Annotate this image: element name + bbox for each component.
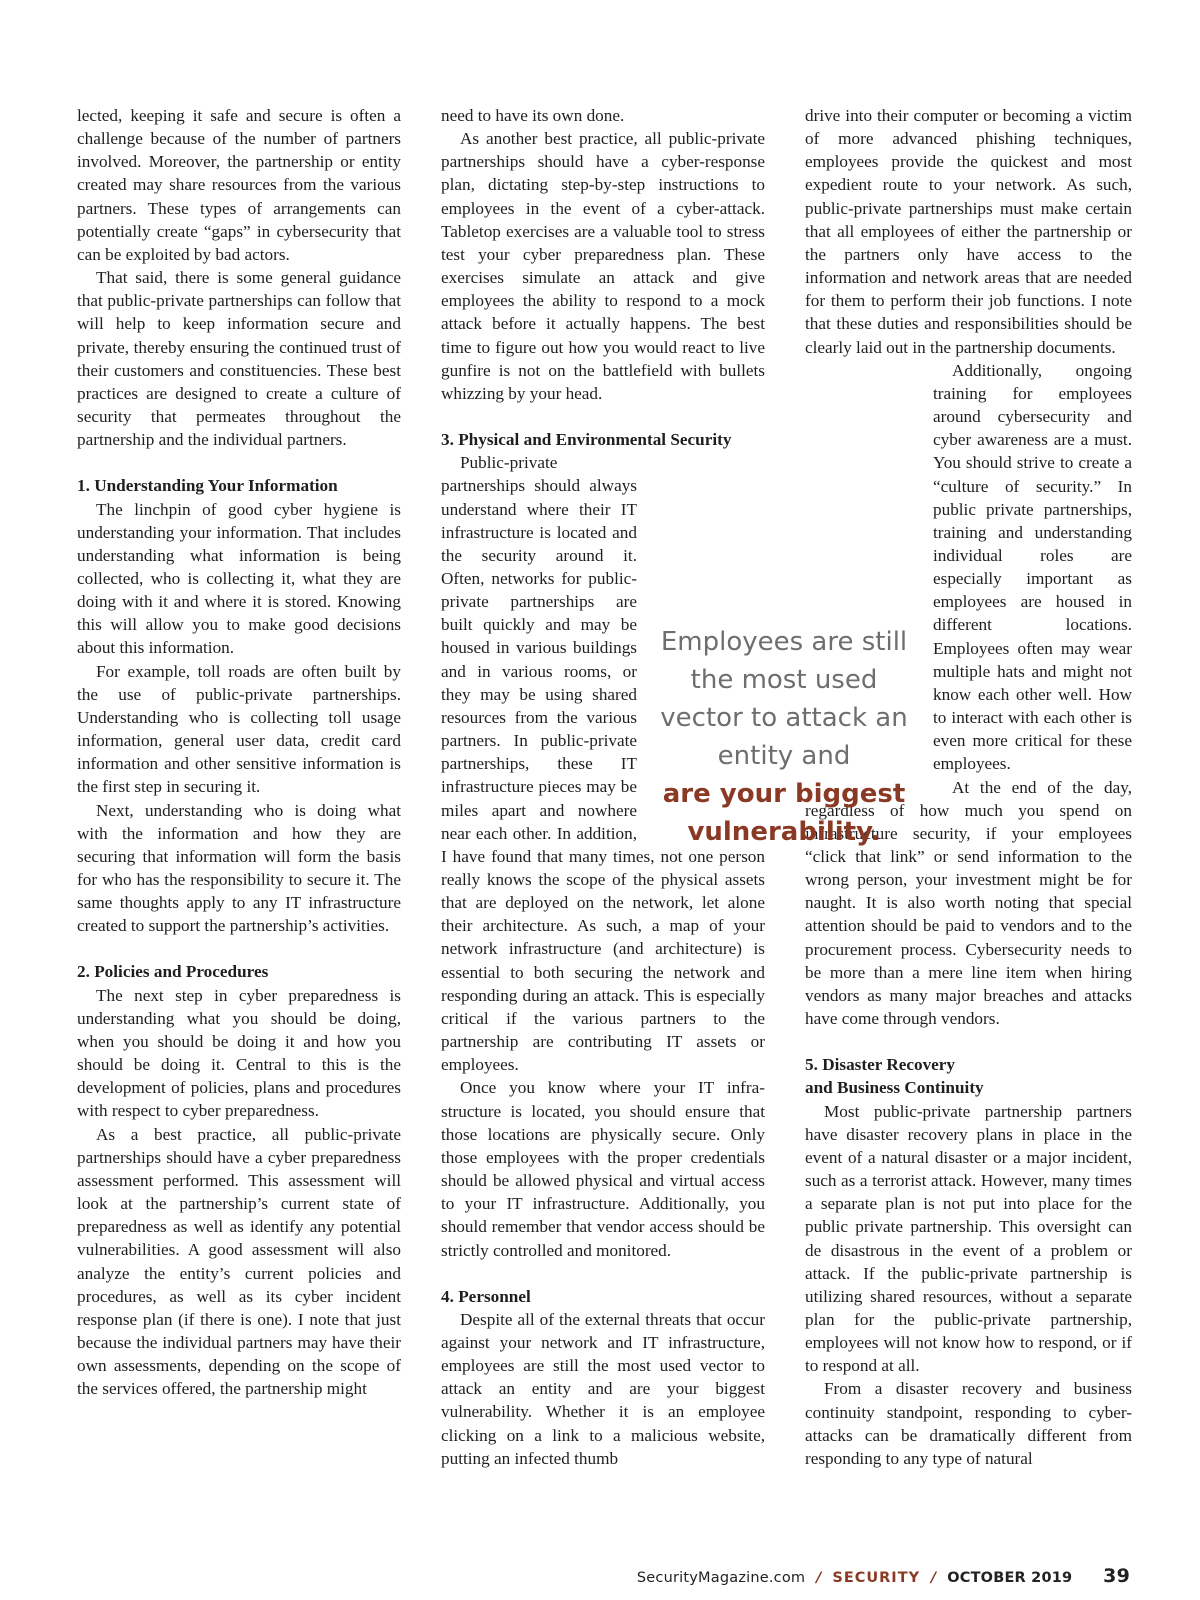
paragraph: As another best practice, all public-private partnerships should have a cyber-response plan, dictating step-by-step instructions to employees in the event of a cyber-attack. Tabletop exercises are a valuable tool to stress test your cyber preparedness plan. These exercises simulate an attack and give employees the ability to respond to a mock attack before it actually happens. The best time to figure out how you would react to live gunfire is not on the battlefield with bullets whizzing by your head. — [441, 129, 765, 403]
section-heading — [805, 1053, 1132, 1099]
section-heading: 4. Personnel — [441, 1286, 531, 1306]
paragraph: The linchpin of good cyber hygiene is understanding your information. That includes understanding what information is being collected, who is collecting it, what they are doing with it and where it is stored. Knowing this will allow you to make good decisions about this information. — [77, 499, 401, 658]
issue-date: OCTOBER 2019 — [947, 1570, 1073, 1586]
paragraph: drive into their computer or becoming a victim of more advanced phishing techniques, employees provide the quickest and most expedient route to your network. As such, public-private partnerships must make certain that all employees of either the partnership or the partners only have access to the information and network areas that are needed for them to perform their job functions. I note that these duties and responsibilities should be clearly laid out in the partnership documents. — [805, 106, 1132, 357]
article-column-1 — [77, 104, 401, 1400]
section-heading: 2. Policies and Procedures — [77, 962, 269, 982]
paragraph: The next step in cyber preparedness is understanding what you should be doing, when you should be doing it and how you should be doing it. Central to this is the development of policies, plans and procedures with respect to cyber preparedness. — [77, 985, 401, 1121]
pull-quote — [650, 623, 918, 851]
paragraph: Additionally, ongoing training for employees around cybersecurity and cyber awareness are a must. You should strive to create a “culture of security.” In public private partnerships, training and understanding individual roles are especially important as employees are housed in different locations. Employees often may wear multiple hats and might not know each other well. How to interact with each other is even more critical for these employees. — [933, 360, 1132, 774]
paragraph: Despite all of the external threats that occur against your network and IT infrastructure, employees are still the most used vector to attack an entity and are your biggest vulnerability. Whether it is an employee clicking on a link to a malicious website, putting an infected thumb — [441, 1309, 765, 1468]
pull-quote-emphasis: are your biggest vulnerability. — [662, 779, 906, 847]
magazine-name: SECURITY — [832, 1570, 921, 1586]
paragraph: At the end of the day, regardless of how much you spend on infrastructure security, if your employees “click that link” or send information to the wrong person, your investment might be for naught. It is also worth noting that special attention should be paid to vendors and to the procurement process. Cybersecurity needs to be more than a mere line item when hiring vendors as many major breaches and attacks have come through vendors. — [805, 777, 1132, 1029]
pull-quote-text: Employees are still the most used vector to attack an entity and — [660, 627, 908, 771]
section-heading: 1. Understanding Your Information — [77, 476, 338, 496]
paragraph: As a best practice, all public-private partnerships should have a cyber preparedness assessment performed. This assessment will look at the partnership’s current state of preparedness as well as identify any potential vulnerabilities. A good assessment will also analyze the entity’s current policies and procedures, as well as its cyber incident response plan (if there is one). I note that just because the individual partners may have their own assessments, depending on the scope of the services offered, the partnership might — [77, 1124, 401, 1399]
paragraph: lected, keeping it safe and secure is often a challenge because of the number of partners involved. Moreover, the partnership or entity created may share resources from the various partners. These types of arrangements can potentially create “gaps” in cybersecurity that can be exploited by bad actors. — [77, 106, 401, 264]
section-heading-line: and Business Continuity — [805, 1078, 984, 1098]
section-heading: 3. Physical and Environmental Security — [441, 430, 732, 450]
paragraph: Public-private partnerships should always understand where their IT infrastructure is located and the security around it. Often, networks for public-private partnerships are built quickly and may be housed in various buildings and in various rooms, or they may be using shared resources from the various partners. In public-private partnerships, these IT infrastructure pieces may be miles apart and nowhere near each other. In addition, I have found that many times, not one person really knows the scope of the physical assets that are deployed on the network, let alone their architecture. As such, a map of your network infrastructure (and architecture) is essential to both securing the network and responding during an attack. This is especially critical if the various partners to the partnership are contributing IT assets or employees. — [441, 453, 765, 1075]
paragraph: That said, there is some general guidance that public-private partnerships can follow that will help to keep information secure and private, thereby ensuring the continued trust of their customers and constituencies. These best practices are designed to create a culture of security that permeates throughout the partnership and the individual partners. — [77, 268, 401, 450]
paragraph: From a disaster recovery and business continuity standpoint, responding to cyber-attacks can be dramatically different from responding to any type of natural — [805, 1379, 1132, 1468]
paragraph: Most public-private partnership partners have disaster recovery plans in place in the event of a natural disaster or a major incident, such as a terrorist attack. However, many times a separate plan is not put into place for the public private partnership. This oversight can de disastrous in the event of a problem or attack. If the public-private partnership is utilizing shared resources, without a separate plan for the public-private partnership, employees will not know how to respond, or if to respond at all. — [805, 1101, 1132, 1376]
paragraph: Next, understanding who is doing what with the information and how they are securing that information will form the basis for who has the responsibility to secure it. The same thoughts apply to any IT infrastructure created to support the partnership’s activities. — [77, 800, 401, 936]
paragraph: For example, toll roads are often built by the use of public-private partnerships. Understanding who is collecting toll usage information, general user data, credit card information and other sensitive information is the first step in securing it. — [77, 661, 401, 797]
paragraph: Once you know where your IT infrastructure is located, you should ensure that those locations are physically secure. Only those employees with the proper credentials should be allowed physical and virtual access to your IT infrastructure. Additionally, you should remember that vendor access should be strictly controlled and monitored. — [441, 1078, 765, 1260]
paragraph: need to have its own done. — [441, 106, 625, 125]
footer-separator: / — [930, 1570, 937, 1586]
footer-separator: / — [816, 1570, 822, 1586]
section-heading-line: 5. Disaster Recovery — [805, 1055, 956, 1075]
website-link[interactable]: SecurityMagazine.com — [636, 1570, 806, 1586]
page-footer — [637, 1565, 1130, 1587]
page-number: 39 — [1103, 1565, 1130, 1587]
